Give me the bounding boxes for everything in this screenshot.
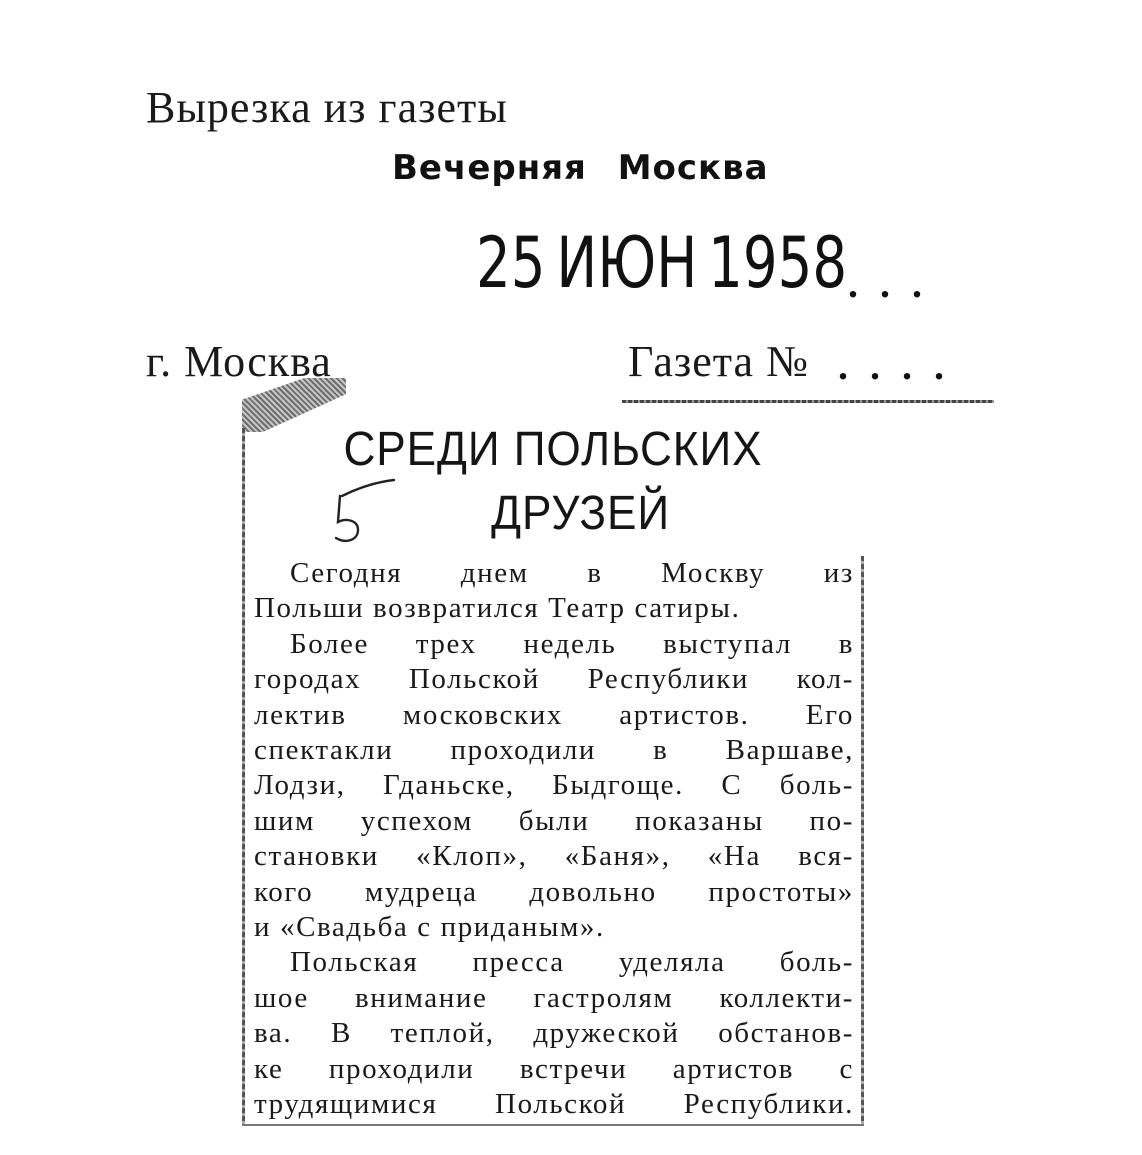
- article-line: городах Польской Республики кол-: [254, 663, 854, 696]
- article-line: Польская пресса уделяла боль-: [290, 946, 854, 979]
- article-line: ва. В теплой, дружеской обстанов-: [254, 1017, 854, 1050]
- date-day: 25: [476, 222, 546, 304]
- article-line: Лодзи, Гданьске, Быдгоще. С боль-: [254, 769, 854, 802]
- date-month: ИЮН: [556, 222, 698, 304]
- article-line: лектив московских артистов. Его: [254, 698, 854, 731]
- article-line: шое внимание гастролям коллекти-: [254, 981, 854, 1014]
- city-label: г. Москва: [146, 337, 332, 386]
- article-line: Более трех недель выступал в: [290, 627, 854, 660]
- date-year: 1958: [708, 222, 848, 304]
- clipping-form-title: Вырезка из газеты: [146, 83, 508, 132]
- clipping-right-edge: [861, 556, 864, 1126]
- number-trailing-dots: ....: [838, 343, 966, 388]
- newspaper-clipping: [242, 378, 864, 1126]
- article-line: ке проходили встречи артистов с: [254, 1052, 854, 1085]
- article-line: Польши возвратился Театр сатиры.: [254, 592, 741, 625]
- headline-line-2: ДРУЗЕЙ: [491, 487, 671, 540]
- headline-line-1: СРЕДИ ПОЛЬСКИХ: [343, 423, 763, 476]
- clipping-bottom-edge: [242, 1124, 864, 1126]
- date-trailing-dots: ...: [848, 261, 944, 306]
- article-line: шим успехом были показаны по-: [254, 804, 854, 837]
- article-line: кого мудреца довольно простоты»: [254, 875, 854, 908]
- article-line: становки «Клоп», «Баня», «На вся-: [254, 840, 854, 873]
- handwritten-number-mark: [328, 478, 408, 548]
- article-body: [254, 556, 854, 1123]
- article-line: трудящимися Польской Республики.: [254, 1088, 854, 1121]
- newspaper-number-label: Газета №: [628, 337, 810, 386]
- clipping-left-edge: [242, 428, 245, 1126]
- article-line: Сегодня днем в Москву из: [290, 557, 854, 589]
- article-line: и «Свадьба с приданым».: [254, 911, 605, 944]
- newspaper-name: Вечерняя Москва: [392, 148, 769, 188]
- article-line: спектакли проходили в Варшаве,: [254, 734, 854, 767]
- date-stamp: [476, 222, 858, 304]
